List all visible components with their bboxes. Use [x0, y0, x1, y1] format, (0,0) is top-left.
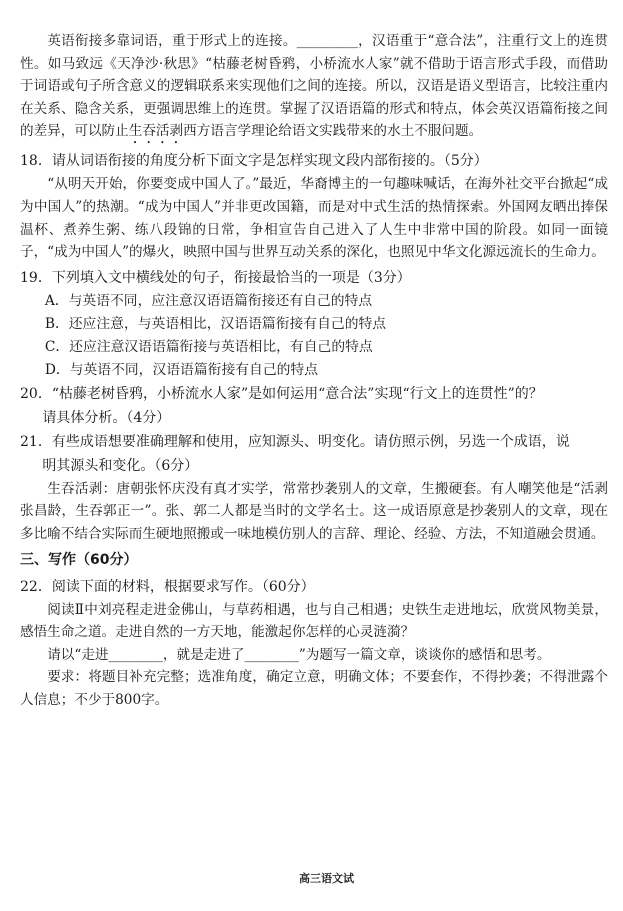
question-19-option-c[interactable]: C．还应注意汉语语篇衔接与英语相比，有自己的特点: [44, 338, 373, 355]
footer-label: 高三语文试: [299, 872, 354, 885]
question-19-option-b[interactable]: B．还应注意，与英语相比，汉语语篇衔接有自己的特点: [44, 315, 387, 332]
passage-text-part1: 英语衔接多靠词语，重于形式上的连接。_________，汉语重于“意合法”，注重行文上的连贯性。如马致远《天净沙·秋思》“枯藤老树昏鸦，小桥流水人家”就不借助于语言形式手段，而借助于词语或句子所含意义的逻辑联系来实现他们之间的连接。所以，汉语是语义型语言，比较注重内在关系、隐含关系，更强调思维上的连贯。掌握了汉语语篇的形式和特点，体会英汉语篇衔接之间的差异，可以防止: [20, 33, 608, 140]
question-18-stem: 18．请从词语衔接的角度分析下面文字是怎样实现文段内部衔接的。（5分）: [20, 153, 488, 170]
question-21-stem-cont: 明其源头和变化。（6分）: [42, 457, 199, 474]
question-22-material: 阅读Ⅱ中刘亮程走进金佛山，与草药相遇，也与自己相遇；史铁生走进地坛，欣赏风物美景，感悟生命之道。走进自然的一方天地，能激起你怎样的心灵涟漪？: [20, 601, 608, 641]
question-22-prompt: 请以“走进________，就是走进了________”为题写一篇文章，谈谈你的感悟和思考。: [47, 646, 551, 663]
question-20-stem-cont: 请具体分析。（4分）: [42, 409, 171, 426]
page-footer: [0, 870, 623, 886]
section-3-heading: 三、写作（60分）: [20, 551, 138, 568]
question-19-option-a[interactable]: A．与英语不同，应注意汉语语篇衔接还有自己的特点: [44, 292, 373, 309]
question-21-stem: 21．有些成语想要准确理解和使用，应知源头、明变化。请仿照示例，另选一个成语，说: [20, 433, 570, 450]
question-22-stem: 22．阅读下面的材料，根据要求写作。（60分）: [20, 578, 315, 595]
question-18-material: “从明天开始，你要变成中国人了。”最近，华裔博主的一句趣味喊话，在海外社交平台掀起“成为中国人”的热潮。“成为中国人”并非更改国籍，而是对中式生活的热情探索。外国网友晒出捧保温杯、煮养生粥、练八段锦的日常，争相宣告自己进入了人生中非常中国的阶段。如同一面镜子，“成为中国人”的爆火，映照中国与世界互动关系的深化，也照见中华文化源远流长的生命力。: [20, 176, 608, 261]
question-19-option-d[interactable]: D．与英语不同，汉语语篇衔接有自己的特点: [44, 361, 319, 378]
question-19-stem: 19．下列填入文中横线处的句子，衔接最恰当的一项是（3分）: [20, 269, 411, 286]
exam-page: [20, 30, 608, 712]
question-22-requirements: 要求：将题目补充完整；选准角度，确定立意，明确文体；不要套作，不得抄袭；不得泄露个人信息；不少于800字。: [20, 669, 608, 708]
passage-paragraph: [20, 30, 608, 147]
question-21-example: 生吞活剥：唐朝张怀庆没有真才实学，常常抄袭别人的文章，生搬硬套。有人嘲笑他是“活剥张昌龄，生吞郭正一”。张、郭二人都是当时的文学名士。这一成语原意是抄袭别人的文章，现在多比喻不结合实际而生硬地照搬或一味地模仿别人的言辞、理论、经验、方法，不知道融会贯通。: [20, 480, 608, 542]
passage-text-part2: 西方语言学理论给语文实践带来的水土不服问题。: [183, 123, 483, 140]
emphasized-idiom: 生吞活剥: [128, 123, 184, 140]
question-20-stem: 20．“枯藤老树昏鸦，小桥流水人家”是如何运用“意合法”实现“行文上的连贯性”的？: [20, 385, 543, 402]
